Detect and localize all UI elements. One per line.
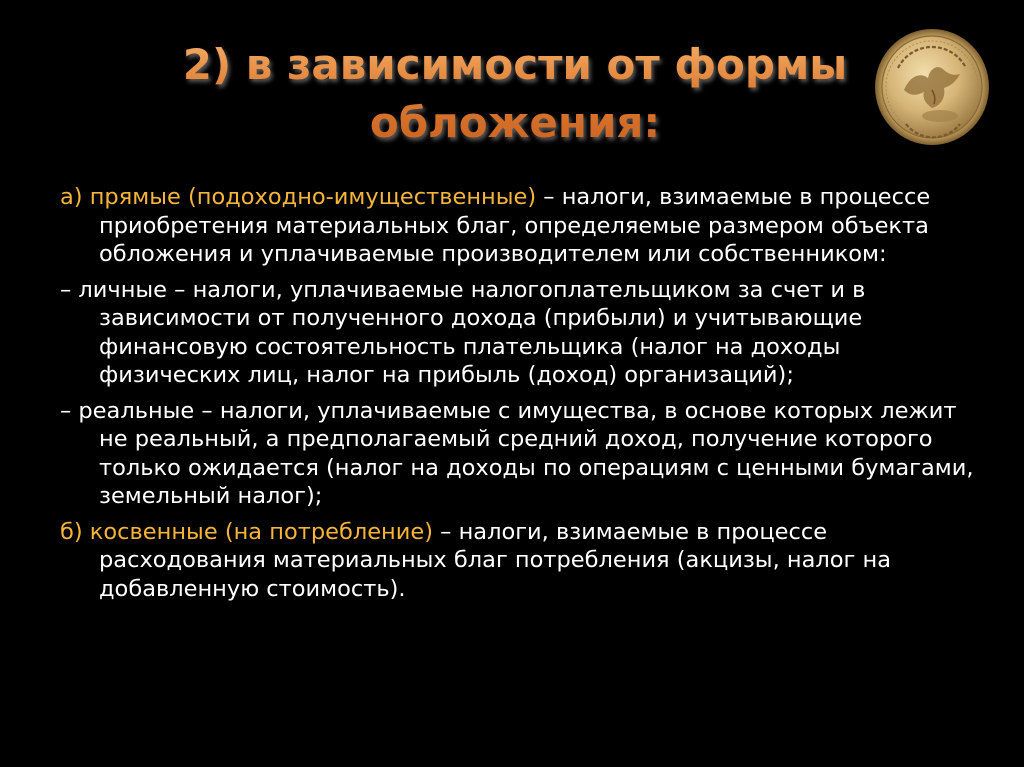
indirect-taxes-text: – налоги, взимаемые в процессе расходования материальных благ потребления (акцизы, налог на добавленную стоимость). [99,518,891,602]
slide-title: 2) в зависимости от формы обложения: [120,36,910,152]
paragraph-personal-taxes [60,276,980,390]
paragraph-direct-taxes [60,183,980,269]
dollar-coin-image [874,28,990,146]
paragraph-real-taxes [60,397,980,511]
paragraph-indirect-taxes [60,518,980,604]
slide-body [60,183,980,610]
real-taxes-text: – реальные – налоги, уплачиваемые с имущества, в основе которых лежит не реальный, а предполагаемый средний доход, получение которого только ожидается (налог на доходы по операциям с ценными бумагами, земельный налог); [60,397,974,509]
indirect-taxes-heading: б) косвенные (на потребление) [60,518,434,545]
direct-taxes-text: – налоги, взимаемые в процессе приобретения материальных благ, определяемые размером объекта обложения и уплачиваемые производителем или собственником: [99,184,931,267]
direct-taxes-heading: а) прямые (подоходно-имущественные) [60,184,537,210]
personal-taxes-text: – личные – налоги, уплачиваемые налогоплательщиком за счет и в зависимости от полученного дохода (прибыли) и учитывающие финансовую состоятельность плательщика (налог на доходы физических лиц, налог на прибыль (доход) организаций); [60,276,866,388]
